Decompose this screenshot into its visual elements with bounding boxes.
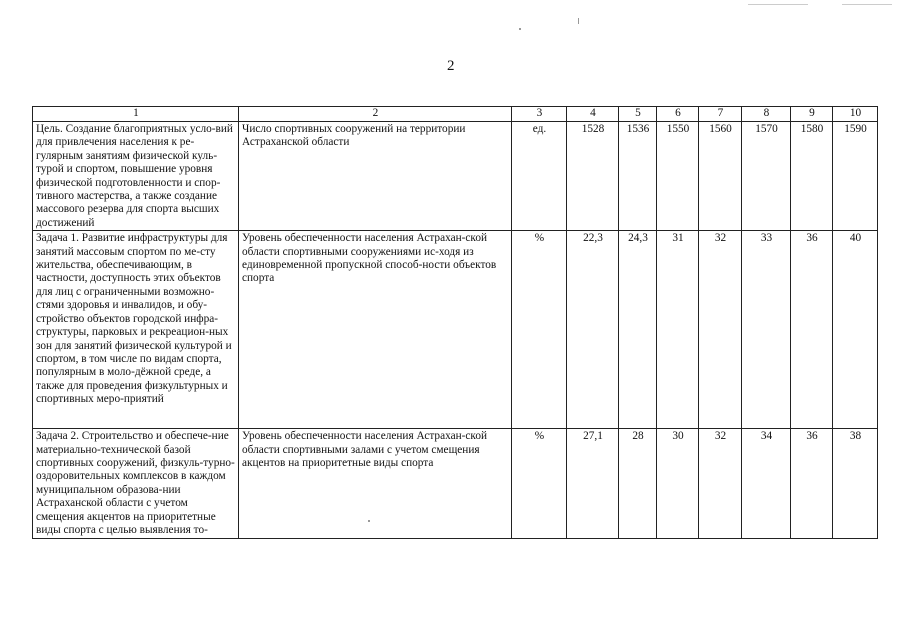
value-cell: 38: [833, 429, 878, 538]
header-cell: 5: [619, 107, 657, 122]
value-cell: 22,3: [567, 231, 619, 429]
table-row: [33, 429, 878, 538]
indicator-name: Уровень обеспеченности населения Астрахан-ской области спортивными сооружениями ис-ходя из единовременной пропускной способ-ности объектов спорта: [239, 231, 512, 429]
table-header-row: [33, 107, 878, 122]
scan-speck: [578, 18, 579, 24]
value-cell: 1528: [567, 122, 619, 231]
value-cell: 1560: [699, 122, 742, 231]
value-cell: 24,3: [619, 231, 657, 429]
value-cell: 30: [657, 429, 699, 538]
value-cell: 32: [699, 429, 742, 538]
value-cell: 28: [619, 429, 657, 538]
indicator-name: Число спортивных сооружений на территории Астраханской области: [239, 122, 512, 231]
value-cell: 32: [699, 231, 742, 429]
header-cell: 7: [699, 107, 742, 122]
header-cell: 4: [567, 107, 619, 122]
task-description: Задача 2. Строительство и обеспече-ние материально-технической базой спортивных сооружений, физкуль-турно-оздоровительных комплексов в каждом муниципальном образова-нии Астраханской области с учетом смещения акцентов на приоритетные виды спорта с целью выявления то-: [33, 429, 239, 538]
value-cell: 34: [742, 429, 791, 538]
value-cell: 36: [791, 429, 833, 538]
value-cell: 27,1: [567, 429, 619, 538]
unit-cell: %: [512, 231, 567, 429]
value-cell: 1590: [833, 122, 878, 231]
scan-speck: [519, 28, 521, 30]
value-cell: 1580: [791, 122, 833, 231]
value-cell: 33: [742, 231, 791, 429]
header-cell: 8: [742, 107, 791, 122]
indicators-table: [32, 106, 878, 539]
unit-cell: ед.: [512, 122, 567, 231]
value-cell: 1536: [619, 122, 657, 231]
header-cell: 6: [657, 107, 699, 122]
scan-speck: [748, 4, 808, 5]
header-cell: 2: [239, 107, 512, 122]
scan-speck: [842, 4, 892, 5]
task-description: Задача 1. Развитие инфраструктуры для занятий массовым спортом по ме-сту жительства, обеспечивающим, в частности, доступность этих объектов для лиц с ограниченными возможно-стями здоровья и инвалидов, и обу-стройство объектов городской инфра-структуры, парковых и рекреацион-ных зон для занятий физической культурой и спортом, в том числе по видам спорта, популярным в моло-дёжной среде, а также для проведения физкультурных и спортивных меро-приятий: [33, 231, 239, 429]
header-cell: 3: [512, 107, 567, 122]
goal-description: Цель. Создание благоприятных усло-вий для привлечения населения к ре-гулярным занятиям физической куль-турой и спортом, повышение уровня физической подготовленности и спор-тивного мастерства, а также создание массового резерва для спорта высших достижений: [33, 122, 239, 231]
scan-speck: [368, 520, 370, 522]
header-cell: 1: [33, 107, 239, 122]
header-cell: 9: [791, 107, 833, 122]
page-number: 2: [447, 58, 455, 74]
value-cell: 31: [657, 231, 699, 429]
unit-cell: %: [512, 429, 567, 538]
table-row: [33, 122, 878, 231]
table-row: [33, 231, 878, 429]
value-cell: 40: [833, 231, 878, 429]
value-cell: 36: [791, 231, 833, 429]
value-cell: 1550: [657, 122, 699, 231]
indicator-name: Уровень обеспеченности населения Астрахан-ской области спортивными залами с учетом смещения акцентов на приоритетные виды спорта: [239, 429, 512, 538]
value-cell: 1570: [742, 122, 791, 231]
header-cell: 10: [833, 107, 878, 122]
